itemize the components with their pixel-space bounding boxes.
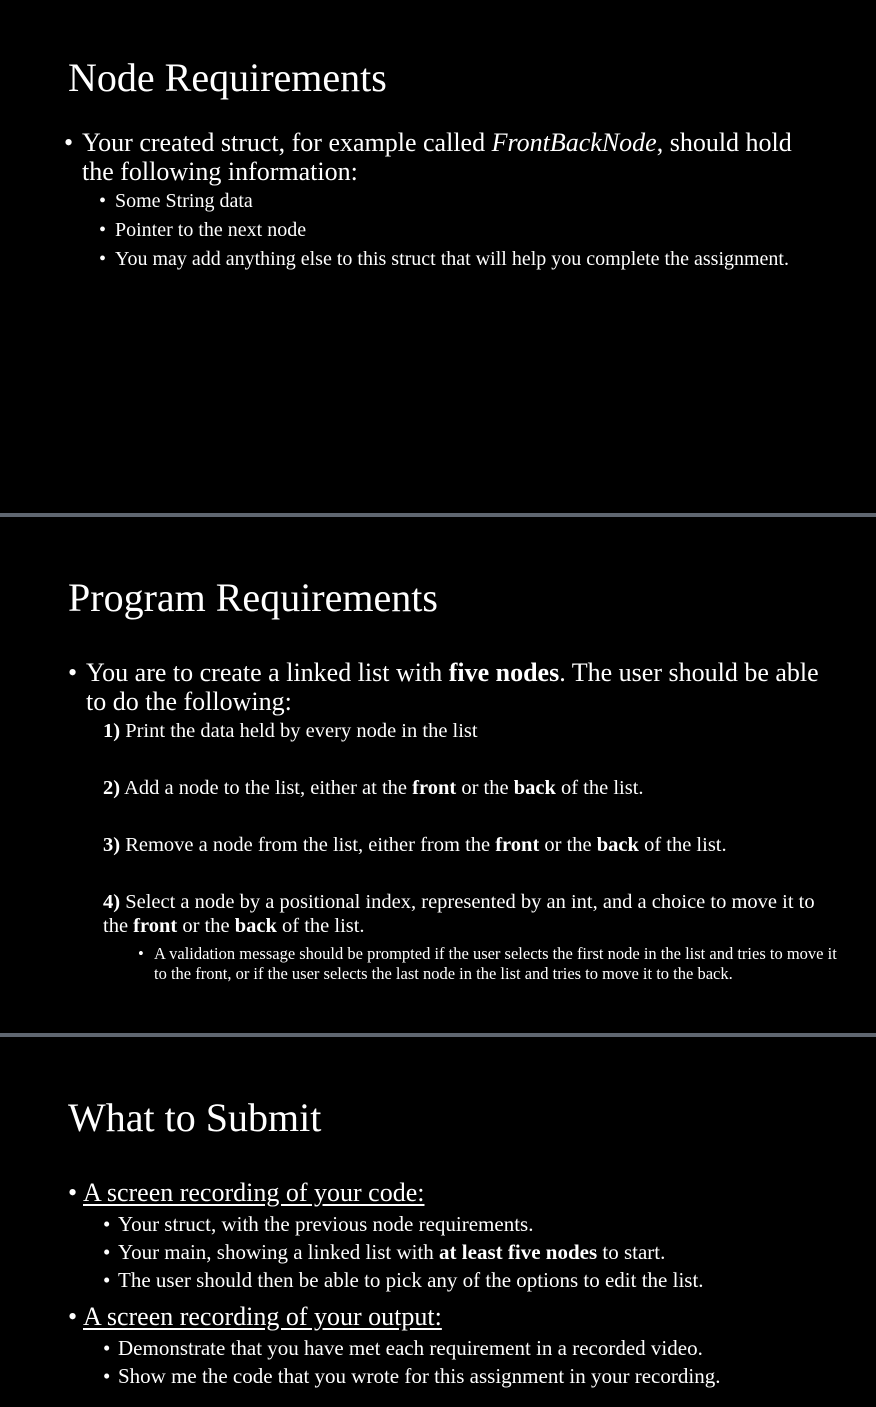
step-3: [103, 833, 823, 857]
bullet-dot: •: [103, 1212, 111, 1236]
step-number: 2): [103, 777, 121, 799]
sub-bullet-text: Some String data: [115, 190, 253, 212]
slide-title: Program Requirements: [68, 575, 438, 620]
sub-bullet: [99, 189, 799, 213]
bullet-dot: •: [99, 190, 107, 212]
bullet-dot: •: [64, 128, 74, 157]
step-text: of the list.: [276, 915, 365, 937]
bullet-text: [68, 658, 838, 716]
bullet-text-part: . The user should be able to do the following:: [86, 658, 819, 716]
step-text: of the list.: [638, 834, 727, 856]
sub-bullet-text: You may add anything else to this struct that will help you complete the assignment.: [115, 248, 789, 270]
sub-bullet-text: [103, 1240, 823, 1264]
submit-heading-output: [68, 1302, 828, 1331]
sub-bullet: [103, 1364, 823, 1388]
validation-note-text: A validation message should be prompted if the user selects the first node in the list and tries to move it to the front, or if the user selects the last node in the list and tries to move it to the back.: [154, 944, 837, 983]
sub-bullet-text: The user should then be able to pick any of the options to edit the list.: [118, 1268, 704, 1292]
sub-bullet-text-part: Your main, showing a linked list with: [118, 1240, 440, 1264]
bullet-dot: •: [99, 219, 107, 241]
step-text: Select a node by a positional index, represented by an int, and a choice to move it to the: [103, 891, 815, 937]
bold-text: front: [133, 915, 178, 937]
bullet-dot: •: [99, 248, 107, 270]
sub-bullet-text-part: to start.: [597, 1240, 666, 1264]
section-heading: A screen recording of your code:: [83, 1178, 425, 1207]
slide-title: What to Submit: [68, 1095, 322, 1140]
step-number: 3): [103, 834, 121, 856]
sub-bullet: [103, 1212, 823, 1236]
bullet: [64, 128, 824, 186]
bold-text: five nodes: [448, 658, 560, 687]
step-text: or the: [539, 834, 597, 856]
bold-text: back: [596, 834, 639, 856]
step-number: 4): [103, 891, 121, 913]
bold-text: at least five nodes: [439, 1240, 598, 1264]
bold-text: back: [513, 777, 556, 799]
sub-bullet-text: Your struct, with the previous node requirements.: [118, 1212, 534, 1236]
validation-note: [138, 944, 843, 984]
slide-program-requirements: [0, 517, 876, 1033]
step-text: or the: [456, 777, 514, 799]
bold-text: front: [412, 777, 457, 799]
bullet-dot: •: [138, 944, 144, 963]
step-text: Add a node to the list, either at the: [120, 777, 413, 799]
slide-node-requirements: [0, 0, 876, 513]
bullet-dot: •: [103, 1240, 111, 1264]
step-text: Remove a node from the list, either from the: [120, 834, 496, 856]
bullet-dot: •: [68, 658, 78, 687]
sub-bullet: [103, 1336, 823, 1360]
slide-title: Node Requirements: [68, 55, 387, 100]
sub-bullet: [99, 218, 799, 242]
step-2: [103, 776, 823, 800]
bullet-text-part: , should hold the following information:: [82, 128, 792, 186]
sub-bullet-text: Pointer to the next node: [115, 219, 307, 241]
step-text: of the list.: [555, 777, 644, 799]
sub-bullet: [103, 1240, 823, 1264]
submit-heading-code: [68, 1178, 828, 1207]
bold-text: back: [234, 915, 277, 937]
bullet-dot: •: [103, 1268, 111, 1292]
bullet-dot: •: [103, 1364, 111, 1388]
struct-name: FrontBackNode: [491, 128, 657, 157]
sub-bullet: [99, 247, 799, 271]
bold-text: front: [495, 834, 540, 856]
bullet: [68, 658, 838, 716]
bullet-text-part: Your created struct, for example called: [82, 128, 492, 157]
sub-bullet-text: Demonstrate that you have met each requirement in a recorded video.: [118, 1336, 703, 1360]
bullet-dot: •: [68, 1178, 78, 1207]
step-text: or the: [177, 915, 235, 937]
bullet-text-part: You are to create a linked list with: [86, 658, 449, 687]
sub-bullet-text: Show me the code that you wrote for this assignment in your recording.: [118, 1364, 721, 1388]
slide-what-to-submit: [0, 1037, 876, 1407]
bullet-dot: •: [103, 1336, 111, 1360]
section-heading: A screen recording of your output:: [83, 1302, 442, 1331]
bullet-dot: •: [68, 1302, 78, 1331]
sub-bullet: [103, 1268, 823, 1292]
step-number: 1): [103, 720, 121, 742]
bullet-text: [64, 128, 824, 186]
step-1: [103, 719, 823, 743]
step-text: Print the data held by every node in the list: [120, 720, 478, 742]
step-4: [103, 890, 823, 938]
